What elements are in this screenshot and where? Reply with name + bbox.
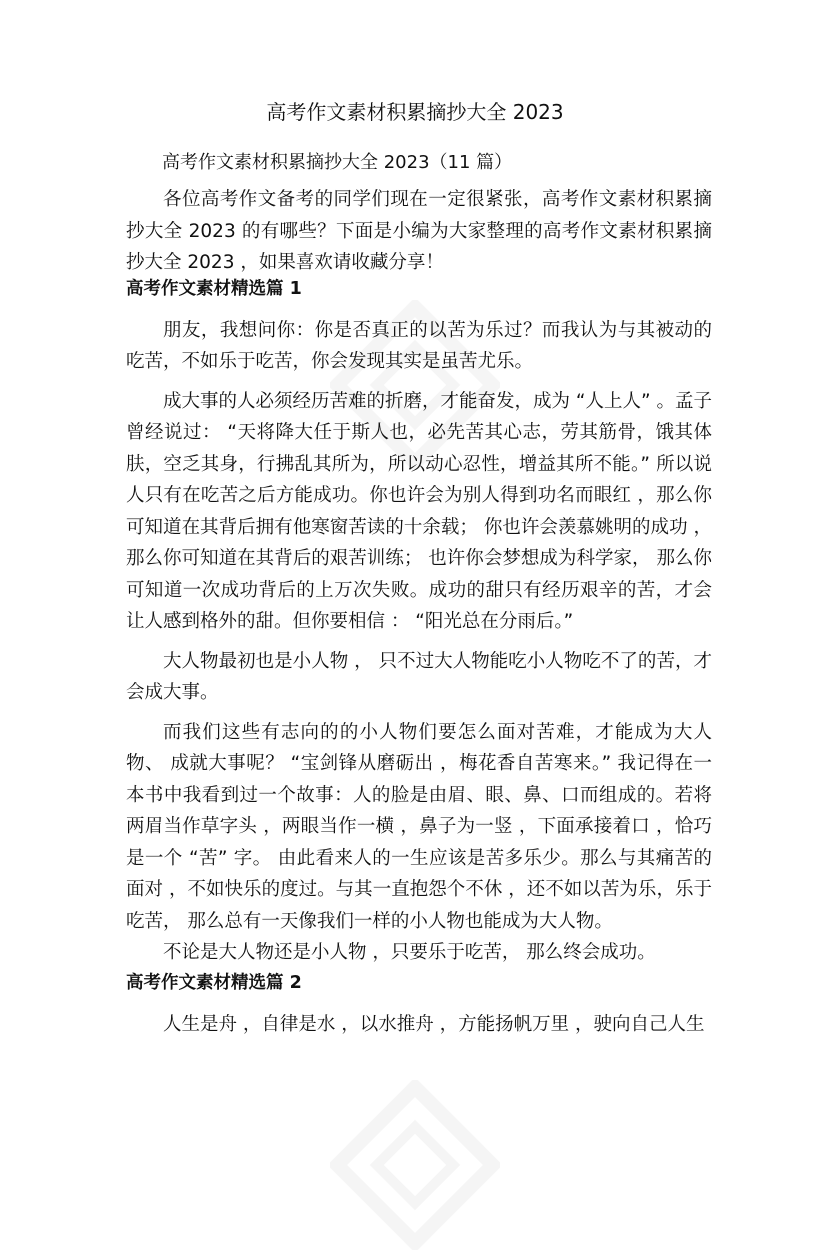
paragraph: 而我们这些有志向的的小人物们要怎么面对苦难，才能成为大人物、 成就大事呢？ “宝剑锋从磨砺出 ，梅花香自苦寒来。” 我记得在一本书中我看到过一个故事：人的脸是由眉、眼、鼻、口而组成的。若将两眉当作草字头 ，两眼当作一横 ，鼻子为一竖 ，下面承接着口 ，恰巧是一个 “苦” 字。 由此看来人的一生应该是苦多乐少。那么与其痛苦的面对 ，不如快乐的度过。与其一直抱怨个不休 ，还不如以苦为乐，乐于吃苦， 那么总有一天像我们一样的小人物也能成为大人物。 <box>126 721 712 932</box>
document-body <box>126 148 712 1040</box>
paragraph: 人生是舟 ，自律是水 ，以水推舟 ，方能扬帆万里 ，驶向自己人生 <box>163 1013 705 1035</box>
document-title: 高考作文素材积累摘抄大全 2023 <box>266 100 564 124</box>
paragraph: 成大事的人必须经历苦难的折磨，才能奋发，成为 “人上人” 。孟子曾经说过： “天将降大任于斯人也，必先苦其心志，劳其筋骨，饿其体肤，空乏其身，行拂乱其所为，所以动心忍性，增益其所不能。” 所以说人只有在吃苦之后方能成功。你也许会为别人得到功名而眼红 ，那么你可知道在其背后拥有他寒窗苦读的十余载； 你也许会羡慕姚明的成功 ，那么你可知道在其背后的艰苦训练； 也许你会梦想成为科学家， 那么你可知道一次成功背后的上万次失败。成功的甜只有经历艰辛的苦，才会让人感到格外的甜。但你要相信 ： “阳光总在分雨后。” <box>126 390 712 632</box>
section-heading: 高考作文素材精选篇 1 <box>126 278 302 299</box>
paragraph: 大人物最初也是小人物 ， 只不过大人物能吃小人物吃不了的苦，才会成大事。 <box>126 650 712 703</box>
paragraph: 朋友，我想问你：你是否真正的以苦为乐过？而我认为与其被动的吃苦，不如乐于吃苦，你会发现其实是虽苦尤乐。 <box>126 319 712 372</box>
diamond-logo-watermark-icon <box>330 1080 500 1250</box>
document-subtitle: 高考作文素材积累摘抄大全 2023（11 篇） <box>162 152 513 173</box>
intro-paragraph: 各位高考作文备考的同学们现在一定很紧张，高考作文素材积累摘抄大全 2023 的有哪些？下面是小编为大家整理的高考作文素材积累摘抄大全 2023 ，如果喜欢请收藏分享！ <box>126 189 712 273</box>
paragraph: 不论是大人物还是小人物 ，只要乐于吃苦， 那么终会成功。 <box>163 942 656 963</box>
section-heading: 高考作文素材精选篇 2 <box>126 972 302 993</box>
